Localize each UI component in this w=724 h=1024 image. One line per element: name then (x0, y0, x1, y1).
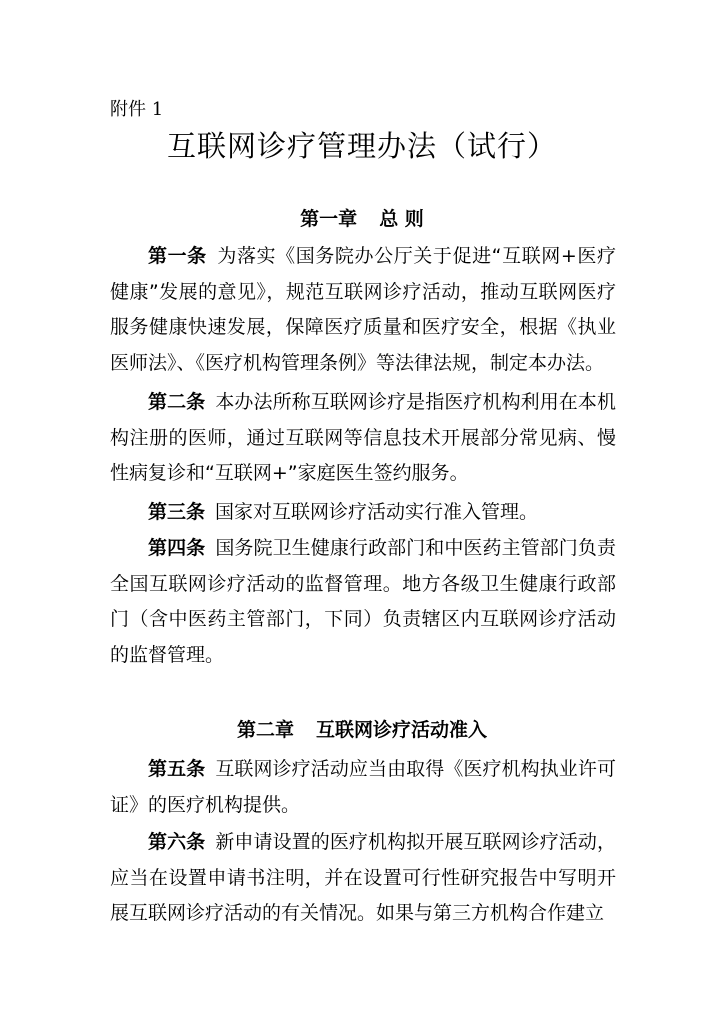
chapter-title: 总 则 (379, 208, 424, 230)
chapter-heading-1 (0, 207, 724, 231)
document-title: 互联网诊疗管理办法（试行） (166, 129, 557, 163)
chapter-heading-2 (0, 718, 724, 742)
article-5 (110, 752, 616, 823)
chapter-number: 第二章 (236, 719, 294, 741)
article-label: 第五条 (148, 758, 206, 780)
article-label: 第一条 (148, 245, 207, 267)
article-text: 国务院卫生健康行政部门和中医药主管部门负责全国互联网诊疗活动的监督管理。地方各级卫生健康行政部门（含中医药主管部门，下同）负责辖区内互联网诊疗活动的监督管理。 (110, 537, 616, 666)
article-3 (110, 495, 616, 531)
article-text: 新申请设置的医疗机构拟开展互联网诊疗活动，应当在设置申请书注明，并在设置可行性研究报告中写明开展互联网诊疗活动的有关情况。如果与第三方机构合作建立 (110, 831, 616, 924)
article-text: 国家对互联网诊疗活动实行准入管理。 (215, 501, 539, 523)
article-1 (110, 239, 616, 381)
article-text: 互联网诊疗活动应当由取得《医疗机构执业许可证》的医疗机构提供。 (110, 758, 616, 816)
article-text: 为落实《国务院办公厅关于促进“互联网+医疗健康”发展的意见》，规范互联网诊疗活动，推动互联网医疗服务健康快速发展，保障医疗质量和医疗安全，根据《执业医师法》、《医疗机构管理条例》等法律法规，制定本办法。 (110, 245, 616, 374)
article-text: 本办法所称互联网诊疗是指医疗机构利用在本机构注册的医师，通过互联网等信息技术开展部分常见病、慢性病复诊和“互联网+”家庭医生签约服务。 (110, 391, 616, 484)
chapter-number: 第一章 (300, 208, 358, 230)
attachment-label: 附件 1 (110, 99, 164, 120)
article-6 (110, 825, 616, 932)
article-label: 第三条 (148, 501, 206, 523)
article-4 (110, 531, 616, 673)
article-2 (110, 385, 616, 492)
article-label: 第六条 (148, 831, 206, 853)
chapter-title: 互联网诊疗活动准入 (316, 719, 488, 741)
article-label: 第二条 (148, 391, 206, 413)
article-label: 第四条 (148, 537, 206, 559)
